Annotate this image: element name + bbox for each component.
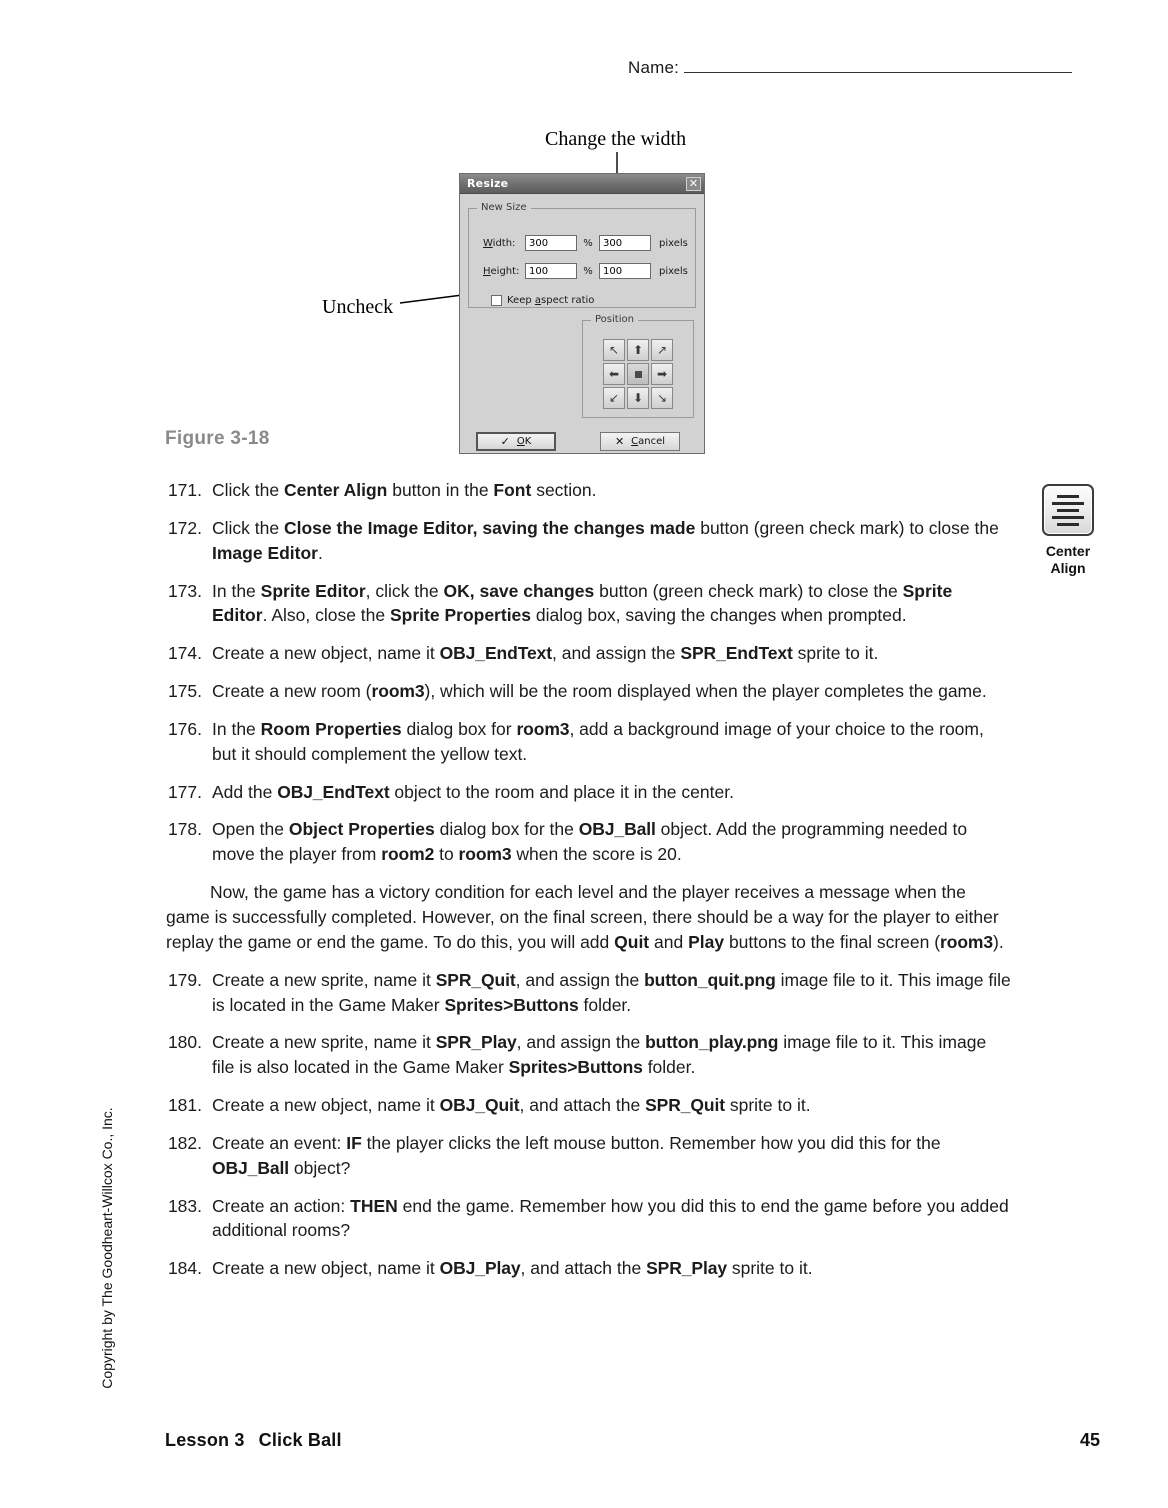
arrow-right-icon[interactable]: ➡ <box>651 363 673 385</box>
height-field-row <box>483 263 688 279</box>
keep-aspect-ratio-checkbox[interactable] <box>491 295 502 306</box>
check-icon: ✓ <box>500 435 510 448</box>
width-label: Width: <box>483 237 516 249</box>
arrow-down-left-icon[interactable]: ↙ <box>603 387 625 409</box>
height-unit-label: pixels <box>659 265 688 277</box>
step-text: Create an event: IF the player clicks the left mouse button. Remember how you did this for the OBJ_Ball object? <box>212 1132 941 1178</box>
center-align-label-line1: Center <box>1045 543 1091 559</box>
step-text: Create a new object, name it OBJ_Quit, and attach the SPR_Quit sprite to it. <box>212 1095 811 1116</box>
step-text: Create a new room (room3), which will be the room displayed when the player completes the game. <box>212 681 987 702</box>
footer-title: Click Ball <box>258 1430 342 1450</box>
step-number: 182. <box>167 1132 202 1153</box>
step-text: Create an action: THEN end the game. Remember how you did this to end the game before you added additional rooms? <box>212 1195 1009 1241</box>
copyright-notice: Copyright by The Goodheart-Willcox Co., Inc. <box>99 1107 115 1389</box>
resize-dialog <box>459 173 705 454</box>
arrow-up-right-icon[interactable]: ↗ <box>651 339 673 361</box>
position-group-label: Position <box>591 314 638 325</box>
step-number: 184. <box>167 1258 202 1279</box>
step-number: 176. <box>167 718 202 739</box>
step-text: Click the Center Align button in the Font section. <box>212 480 597 500</box>
list-item <box>166 579 1011 629</box>
width-field-row <box>483 235 688 251</box>
name-blank-rule <box>684 60 1072 73</box>
callout-change-width: Change the width <box>545 128 687 150</box>
arrow-down-icon[interactable]: ⬇ <box>627 387 649 409</box>
step-text: Create a new object, name it OBJ_Play, and attach the SPR_Play sprite to it. <box>212 1258 813 1279</box>
position-groupbox <box>582 314 694 418</box>
step-number: 171. <box>167 480 202 500</box>
new-size-groupbox <box>468 202 696 308</box>
height-pixels-input[interactable] <box>599 263 651 279</box>
width-unit-label: pixels <box>659 237 688 249</box>
cancel-button-label: Cancel <box>631 436 666 447</box>
list-item <box>166 679 1011 704</box>
close-icon[interactable]: ✕ <box>686 177 701 191</box>
step-text: In the Sprite Editor, click the OK, save changes button (green check mark) to close the Sprite Editor. Also, close the Sprite Properties dialog box, saving the changes when prompted. <box>212 580 953 626</box>
step-text: Click the Close the Image Editor, saving the changes made button (green check mark) to close the Image Editor. <box>212 517 999 563</box>
step-text: Create a new sprite, name it SPR_Quit, and assign the button_quit.png image file to it. This image file is located in the Game Maker Sprites>Buttons folder. <box>212 969 1011 1015</box>
percent-symbol: % <box>583 265 593 277</box>
new-size-group-label: New Size <box>477 202 531 213</box>
step-text: Create a new sprite, name it SPR_Play, and assign the button_play.png image file to it. This image file is also located in the Game Maker Sprites>Buttons folder. <box>212 1032 987 1078</box>
step-text: Create a new object, name it OBJ_EndText, and assign the SPR_EndText sprite to it. <box>212 643 879 664</box>
step-number: 173. <box>167 580 202 601</box>
body-paragraph: Now, the game has a victory condition for each level and the player receives a message when the game is successfully completed. However, on the final screen, there should be a way for the player to either replay the game or end the game. To do this, you will add Quit and Play buttons to the final screen (room3). <box>166 882 1004 952</box>
arrow-left-icon[interactable]: ⬅ <box>603 363 625 385</box>
name-field-line <box>628 58 1072 78</box>
x-icon: ✕ <box>614 435 625 448</box>
step-number: 183. <box>167 1195 202 1216</box>
list-item <box>166 1131 1011 1181</box>
height-label: Height: <box>483 265 520 277</box>
keep-aspect-ratio-row[interactable] <box>491 295 594 306</box>
dialog-titlebar <box>460 174 704 194</box>
footer-lesson-title <box>165 1430 342 1451</box>
step-number: 178. <box>167 819 202 840</box>
dialog-title: Resize <box>467 177 509 190</box>
list-item <box>166 1256 1011 1281</box>
center-align-label-line2: Align <box>1050 559 1086 576</box>
step-number: 175. <box>167 681 202 702</box>
list-item <box>166 717 1011 767</box>
step-number: 180. <box>167 1032 202 1053</box>
step-text: Add the OBJ_EndText object to the room and place it in the center. <box>212 781 734 802</box>
step-number: 177. <box>167 781 202 802</box>
step-text: In the Room Properties dialog box for room3, add a background image of your choice to the room, but it should complement the yellow text. <box>212 718 984 764</box>
percent-symbol: % <box>583 237 593 249</box>
height-percent-input[interactable] <box>525 263 577 279</box>
instruction-steps-list <box>166 478 1011 1294</box>
width-percent-input[interactable] <box>525 235 577 251</box>
center-align-margin-marker <box>1022 484 1114 577</box>
figure-label: Figure 3-18 <box>165 428 270 449</box>
keep-aspect-ratio-label: Keep aspect ratio <box>507 295 595 306</box>
step-number: 181. <box>167 1095 202 1116</box>
list-item <box>166 478 1011 503</box>
step-number: 172. <box>167 517 202 538</box>
ok-button[interactable] <box>476 432 556 451</box>
ok-button-label: OK <box>516 436 532 447</box>
dialog-body <box>460 194 704 453</box>
list-item <box>166 1030 1011 1080</box>
center-align-marker-label <box>1022 543 1114 577</box>
arrow-up-left-icon[interactable]: ↖ <box>603 339 625 361</box>
cancel-button[interactable] <box>600 432 680 451</box>
position-pad <box>603 339 673 409</box>
step-text: Open the Object Properties dialog box for the OBJ_Ball object. Add the programming needed to move the player from room2 to room3 when the score is 20. <box>212 819 968 865</box>
list-item <box>166 516 1011 566</box>
arrow-up-icon[interactable]: ⬆ <box>627 339 649 361</box>
list-item <box>166 780 1011 805</box>
callout-uncheck: Uncheck <box>322 296 394 318</box>
step-number: 179. <box>167 969 202 990</box>
list-item <box>166 968 1011 1018</box>
step-number: 174. <box>167 643 202 664</box>
list-item <box>166 817 1011 867</box>
page-number: 45 <box>1079 1430 1100 1450</box>
center-align-icon[interactable] <box>1042 484 1094 536</box>
name-label: Name: <box>628 58 680 77</box>
list-item <box>166 1194 1011 1244</box>
list-item <box>166 1093 1011 1118</box>
footer-lesson: Lesson 3 <box>165 1430 245 1450</box>
width-pixels-input[interactable] <box>599 235 651 251</box>
list-item <box>166 641 1011 666</box>
center-square-icon[interactable] <box>627 363 649 385</box>
arrow-down-right-icon[interactable]: ↘ <box>651 387 673 409</box>
